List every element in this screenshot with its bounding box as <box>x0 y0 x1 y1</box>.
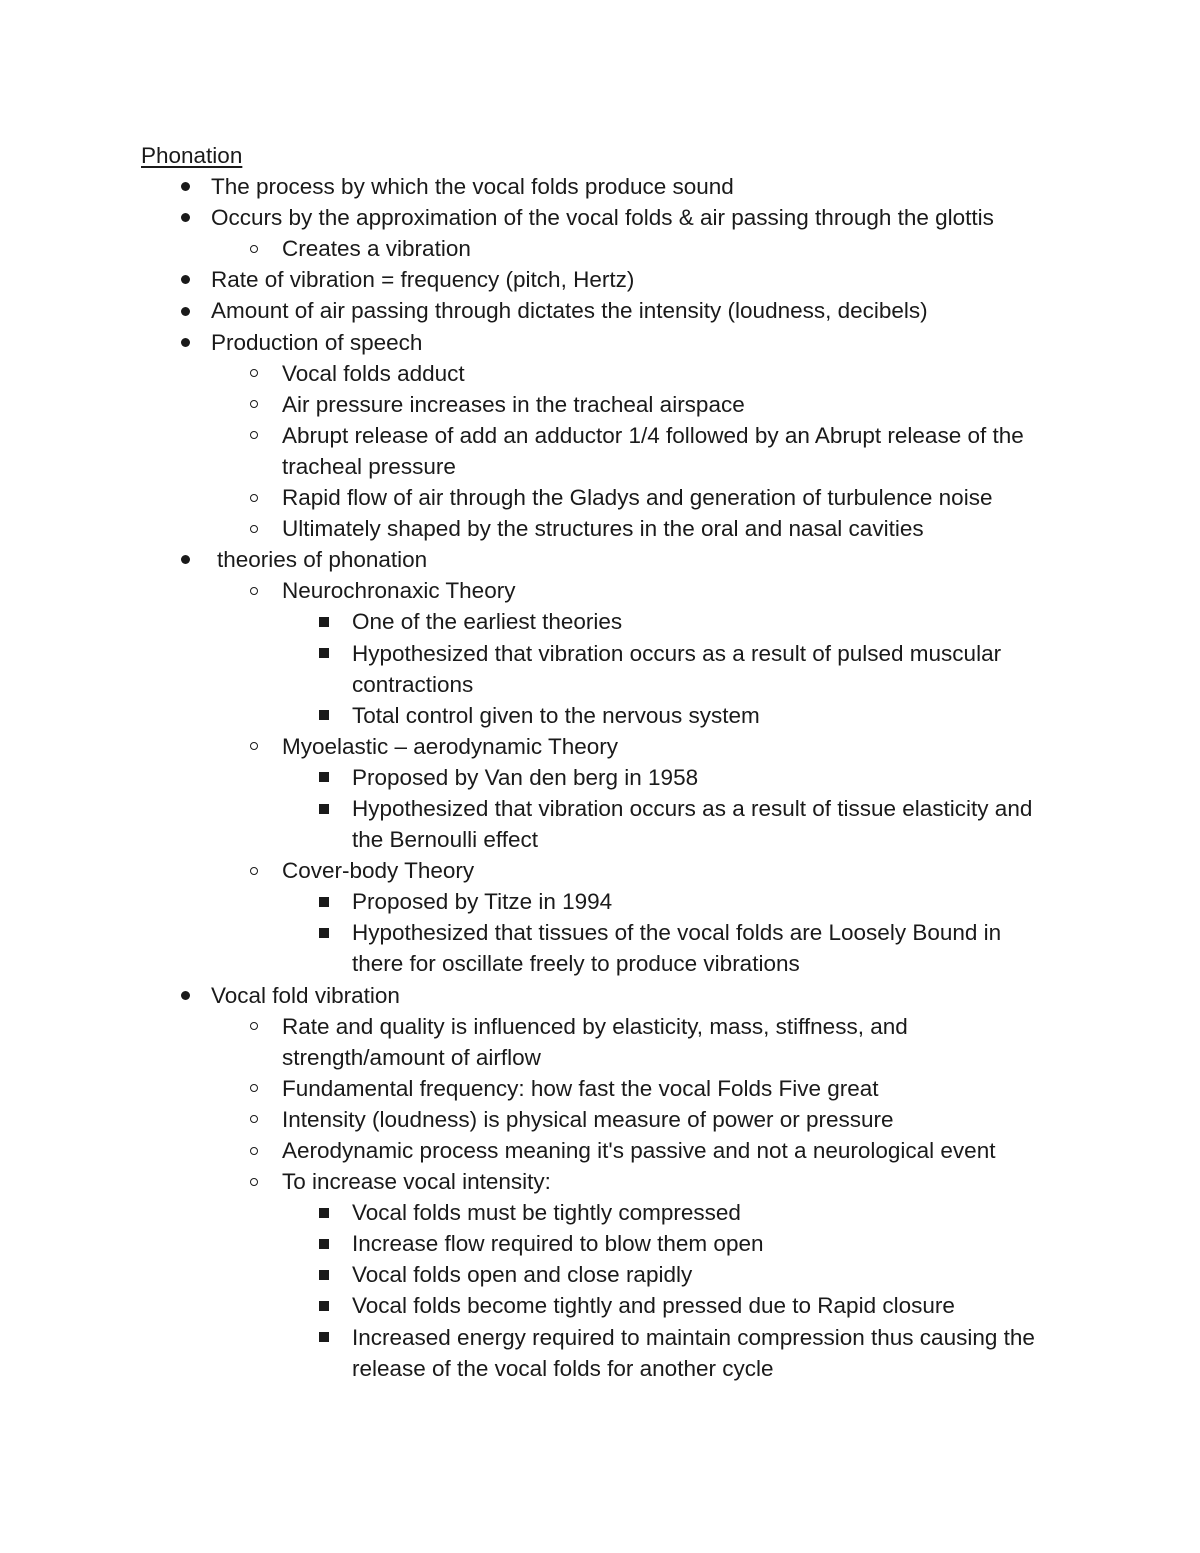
bullet-disc-icon <box>181 980 190 1011</box>
list-item-level-1 <box>141 327 1051 358</box>
list-item-level-2 <box>141 233 1051 264</box>
list-item-level-2 <box>141 731 1051 762</box>
list-item-text: Occurs by the approximation of the vocal folds & air passing through the glottis <box>211 205 994 231</box>
bullet-circle-icon <box>250 233 258 264</box>
bullet-square-icon <box>319 700 329 731</box>
list-item-level-3 <box>141 886 1051 917</box>
list-item-text: Vocal folds must be tightly compressed <box>352 1200 741 1226</box>
list-item-text: Proposed by Titze in 1994 <box>352 889 613 915</box>
list-item-text: Myoelastic – aerodynamic Theory <box>282 733 618 759</box>
list-item-text: Ultimately shaped by the structures in the oral and nasal cavities <box>282 516 924 542</box>
document-body <box>141 140 1051 1384</box>
list-item-text: Hypothesized that vibration occurs as a result of tissue elasticity and the Bernoulli effect <box>352 795 1033 853</box>
bullet-square-icon <box>319 793 329 824</box>
list-item-text: Total control given to the nervous system <box>352 702 760 728</box>
bullet-square-icon <box>319 917 329 948</box>
bullet-circle-icon <box>250 358 258 389</box>
list-item-text: One of the earliest theories <box>352 609 623 635</box>
list-item-text: Vocal fold vibration <box>211 982 400 1008</box>
list-item-text: Vocal folds become tightly and pressed due to Rapid closure <box>352 1293 955 1319</box>
bullet-square-icon <box>319 638 329 669</box>
list-item-text: Hypothesized that vibration occurs as a result of pulsed muscular contractions <box>352 640 1002 697</box>
list-item-level-2 <box>141 513 1051 544</box>
bullet-circle-icon <box>250 575 258 606</box>
list-item-level-2 <box>141 1104 1051 1135</box>
list-item-level-3 <box>141 762 1051 793</box>
list-item-level-3 <box>141 700 1051 731</box>
list-item-text: Rate of vibration = frequency (pitch, Hertz) <box>211 267 635 293</box>
bullet-circle-icon <box>250 420 258 451</box>
list-item-text: Production of speech <box>211 329 423 355</box>
list-item-level-2 <box>141 389 1051 420</box>
list-item-level-2 <box>141 1073 1051 1104</box>
list-item-text: Rate and quality is influenced by elasticity, mass, stiffness, and strength/amount of airflow <box>282 1013 908 1070</box>
list-item-text: Proposed by Van den berg in 1958 <box>352 764 699 790</box>
bullet-circle-icon <box>250 1104 258 1135</box>
list-item-text: Intensity (loudness) is physical measure of power or pressure <box>282 1106 894 1132</box>
bullet-disc-icon <box>181 264 190 295</box>
bullet-circle-icon <box>250 1135 258 1166</box>
bullet-square-icon <box>319 1322 329 1353</box>
list-item-text: Hypothesized that tissues of the vocal folds are Loosely Bound in there for oscillate freely to produce vibrations <box>352 920 1002 977</box>
list-item-level-3 <box>141 1228 1051 1259</box>
list-item-level-1 <box>141 295 1051 326</box>
bullet-disc-icon <box>181 171 190 202</box>
bullet-disc-icon <box>181 327 190 358</box>
list-item-level-2 <box>141 358 1051 389</box>
bullet-circle-icon <box>250 855 258 886</box>
bullet-circle-icon <box>250 1011 258 1042</box>
list-item-level-3 <box>141 638 1051 700</box>
list-item-text: The process by which the vocal folds produce sound <box>211 174 734 200</box>
list-item-level-2 <box>141 482 1051 513</box>
list-item-text: Amount of air passing through dictates the intensity (loudness, decibels) <box>211 298 928 324</box>
list-item-level-1 <box>141 980 1051 1011</box>
bullet-square-icon <box>319 1197 329 1228</box>
bullet-square-icon <box>319 886 329 917</box>
bullet-square-icon <box>319 1228 329 1259</box>
list-item-level-1 <box>141 171 1051 202</box>
list-item-text: Vocal folds open and close rapidly <box>352 1262 693 1288</box>
list-item-level-3 <box>141 1197 1051 1228</box>
bullet-circle-icon <box>250 731 258 762</box>
list-item-level-3 <box>141 1322 1051 1384</box>
list-item-level-3 <box>141 917 1051 979</box>
list-item-level-3 <box>141 793 1051 855</box>
bullet-circle-icon <box>250 389 258 420</box>
list-item-text: To increase vocal intensity: <box>282 1169 551 1195</box>
bullet-square-icon <box>319 762 329 793</box>
bullet-square-icon <box>319 1259 329 1290</box>
list-item-level-2 <box>141 420 1051 482</box>
list-item-text: Increase flow required to blow them open <box>352 1231 764 1257</box>
list-item-level-3 <box>141 606 1051 637</box>
list-item-text: Cover-body Theory <box>282 858 475 884</box>
list-item-text: Air pressure increases in the tracheal airspace <box>282 391 745 417</box>
list-item-text: Abrupt release of add an adductor 1/4 followed by an Abrupt release of the tracheal pressure <box>282 422 1024 479</box>
list-item-level-2 <box>141 1166 1051 1197</box>
bullet-outline <box>141 171 1051 1384</box>
list-item-text: Fundamental frequency: how fast the vocal Folds Five great <box>282 1075 879 1101</box>
list-item-text: theories of phonation <box>217 547 428 573</box>
list-item-text: Vocal folds adduct <box>282 360 465 386</box>
list-item-level-2 <box>141 575 1051 606</box>
bullet-circle-icon <box>250 482 258 513</box>
list-item-level-1 <box>141 202 1051 233</box>
bullet-square-icon <box>319 606 329 637</box>
list-item-level-2 <box>141 1135 1051 1166</box>
bullet-circle-icon <box>250 1166 258 1197</box>
bullet-disc-icon <box>181 202 190 233</box>
list-item-level-3 <box>141 1290 1051 1321</box>
bullet-circle-icon <box>250 513 258 544</box>
bullet-circle-icon <box>250 1073 258 1104</box>
list-item-text: Aerodynamic process meaning it's passive and not a neurological event <box>282 1138 996 1163</box>
document-title: Phonation <box>141 143 243 168</box>
list-item-text: Increased energy required to maintain compression thus causing the release of the vocal folds for another cycle <box>352 1324 1035 1381</box>
list-item-level-3 <box>141 1259 1051 1290</box>
list-item-text: Rapid flow of air through the Gladys and generation of turbulence noise <box>282 485 993 511</box>
list-item-level-2 <box>141 855 1051 886</box>
list-item-level-1 <box>141 264 1051 295</box>
list-item-text: Neurochronaxic Theory <box>282 578 516 604</box>
bullet-disc-icon <box>181 295 190 326</box>
list-item-text: Creates a vibration <box>282 236 471 262</box>
bullet-square-icon <box>319 1290 329 1321</box>
list-item-level-1 <box>141 544 1051 575</box>
list-item-level-2 <box>141 1011 1051 1073</box>
bullet-disc-icon <box>181 544 190 575</box>
